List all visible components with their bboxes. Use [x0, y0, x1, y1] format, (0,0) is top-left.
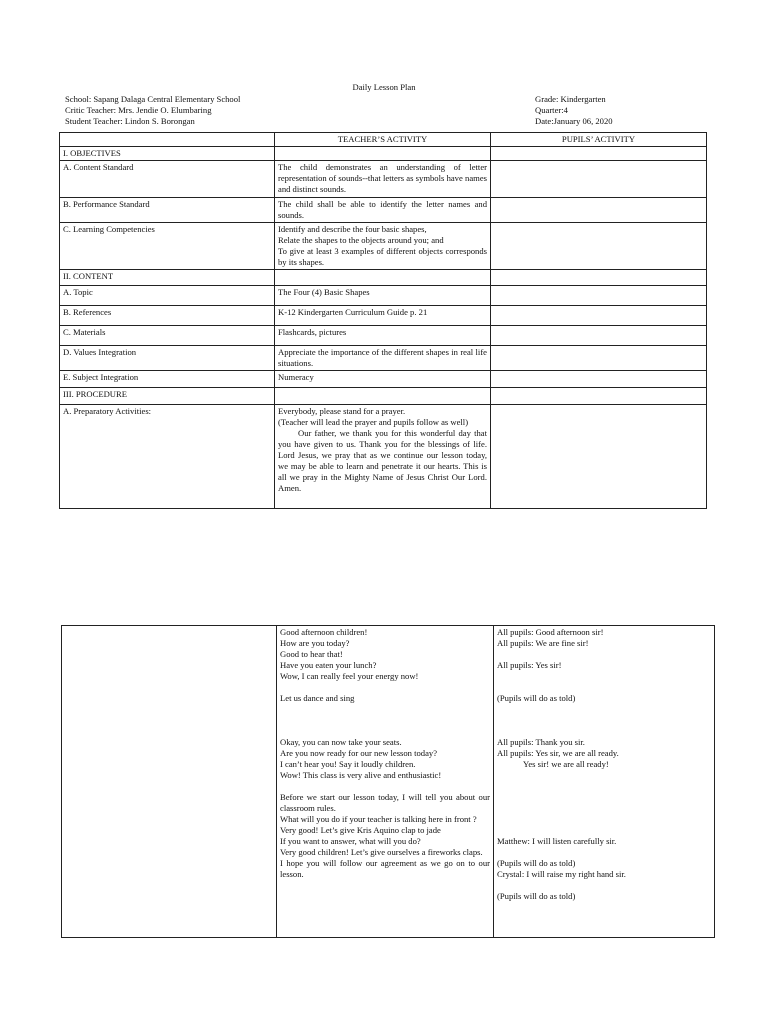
table-row	[60, 223, 707, 270]
teacher-line: Good afternoon children!	[280, 627, 368, 637]
row-teacher-text: Numeracy	[275, 371, 491, 388]
table-row	[62, 626, 715, 938]
table-row	[60, 346, 707, 371]
activities-table	[61, 625, 715, 938]
teacher-line: Have you eaten your lunch?	[280, 660, 377, 670]
section-procedure: III. PROCEDURE	[60, 388, 275, 405]
student-teacher: Student Teacher: Lindon S. Borongan	[65, 116, 195, 126]
school-name: School: Sapang Dalaga Central Elementary School	[65, 94, 241, 104]
document-header	[65, 94, 705, 127]
row-label: D. Values Integration	[60, 346, 275, 371]
teacher-line: Wow, I can really feel your energy now!	[280, 671, 419, 681]
pupils-activity-header: PUPILS’ ACTIVITY	[491, 133, 707, 147]
pupil-line: Crystal: I will raise my right hand sir.	[497, 869, 626, 879]
pupil-line: Yes sir! we are all ready!	[523, 759, 609, 769]
row-label: B. References	[60, 306, 275, 326]
pupil-line: All pupils: Thank you sir.	[497, 737, 585, 747]
prayer-text: Our father, we thank you for this wonderful day that you have given to us. Thank you for the blessings of life. Lord Jesus, we pray that as we continue our lesson today, we may be able to learn and penetrate it our hearts. This is all we pray in the Mighty Name of Jesus Christ Our Lord. Amen.	[278, 428, 487, 493]
teacher-activity-header: TEACHER’S ACTIVITY	[275, 133, 491, 147]
table-row	[60, 270, 707, 286]
teacher-dialogue	[277, 626, 494, 938]
quarter: Quarter:4	[535, 105, 568, 115]
row-teacher-text	[275, 223, 491, 270]
pupil-line: Matthew: I will listen carefully sir.	[497, 836, 617, 846]
row-label: C. Materials	[60, 326, 275, 346]
document-title: Daily Lesson Plan	[352, 82, 416, 92]
critic-teacher: Critic Teacher: Mrs. Jendie O. Elumbaring	[65, 105, 212, 115]
row-label: B. Performance Standard	[60, 198, 275, 223]
teacher-line: What will you do if your teacher is talking here in front ?	[280, 814, 477, 824]
lesson-plan-table	[59, 132, 707, 509]
competency-line: Identify and describe the four basic shapes,	[278, 224, 427, 234]
teacher-line: Very good! Let’s give Kris Aquino clap to jade	[280, 825, 441, 835]
teacher-line: How are you today?	[280, 638, 350, 648]
row-label: A. Preparatory Activities:	[60, 405, 275, 509]
table-row	[60, 371, 707, 388]
prayer-instruction: Everybody, please stand for a prayer.	[278, 406, 406, 416]
row-label: C. Learning Competencies	[60, 223, 275, 270]
table-row	[60, 161, 707, 198]
teacher-line: Let us dance and sing	[280, 693, 355, 703]
row-label: A. Topic	[60, 286, 275, 306]
competency-line: Relate the shapes to the objects around you; and	[278, 235, 444, 245]
grade-level: Grade: Kindergarten	[535, 94, 606, 104]
pupils-dialogue	[494, 626, 715, 938]
row-label: A. Content Standard	[60, 161, 275, 198]
table-row	[60, 326, 707, 346]
table-row	[60, 286, 707, 306]
teacher-line: I hope you will follow our agreement as we go on to our lesson.	[280, 858, 490, 879]
pupil-line: All pupils: Good afternoon sir!	[497, 627, 604, 637]
teacher-line: Okay, you can now take your seats.	[280, 737, 402, 747]
table-row	[60, 388, 707, 405]
table-row	[60, 147, 707, 161]
teacher-line: I can’t hear you! Say it loudly children.	[280, 759, 416, 769]
teacher-line: If you want to answer, what will you do?	[280, 836, 421, 846]
table-row	[60, 405, 707, 509]
teacher-line: Good to hear that!	[280, 649, 343, 659]
teacher-line: Before we start our lesson today, I will tell you about our classroom rules.	[280, 792, 490, 813]
row-teacher-text	[275, 405, 491, 509]
pupil-line: (Pupils will do as told)	[497, 858, 576, 868]
table-header-row	[60, 133, 707, 147]
section-objectives: I. OBJECTIVES	[60, 147, 275, 161]
teacher-line: Very good children! Let’s give ourselves a fireworks claps.	[280, 847, 483, 857]
pupil-line: (Pupils will do as told)	[497, 693, 576, 703]
pupil-line: All pupils: We are fine sir!	[497, 638, 589, 648]
pupil-line: All pupils: Yes sir!	[497, 660, 562, 670]
section-content: II. CONTENT	[60, 270, 275, 286]
row-teacher-text: The child shall be able to identify the letter names and sounds.	[275, 198, 491, 223]
row-teacher-text: K-12 Kindergarten Curriculum Guide p. 21	[275, 306, 491, 326]
row-teacher-text: Flashcards, pictures	[275, 326, 491, 346]
row-label: E. Subject Integration	[60, 371, 275, 388]
competency-line: To give at least 3 examples of different objects corresponds by its shapes.	[278, 246, 487, 267]
prayer-note: (Teacher will lead the prayer and pupils follow as well)	[278, 417, 469, 427]
teacher-line: Are you now ready for our new lesson today?	[280, 748, 438, 758]
teacher-line: Wow! This class is very alive and enthusiastic!	[280, 770, 442, 780]
row-teacher-text: Appreciate the importance of the different shapes in real life situations.	[275, 346, 491, 371]
lesson-date: Date:January 06, 2020	[535, 116, 613, 126]
table-row	[60, 198, 707, 223]
empty-header-cell	[60, 133, 275, 147]
row-teacher-text: The Four (4) Basic Shapes	[275, 286, 491, 306]
pupil-line: All pupils: Yes sir, we are all ready.	[497, 748, 619, 758]
row-teacher-text: The child demonstrates an understanding of letter representation of sounds--that letters as symbols have names and distinct sounds.	[275, 161, 491, 198]
table-row	[60, 306, 707, 326]
pupil-line: (Pupils will do as told)	[497, 891, 576, 901]
